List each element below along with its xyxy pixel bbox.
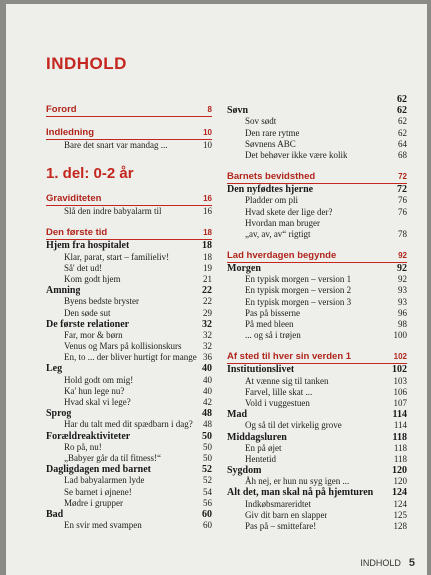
toc-entry-title: En, to ... der bliver hurtigt for mange xyxy=(64,352,197,363)
toc-page-number: 36 xyxy=(203,352,212,363)
toc-entry xyxy=(46,252,212,263)
toc-entry-title: Barnets bevidsthed xyxy=(227,171,316,183)
toc-page-number: 78 xyxy=(398,228,407,239)
toc-entry-title: Indkøbsmareridtet xyxy=(245,498,311,509)
toc-section xyxy=(46,127,212,140)
toc-page-number: 106 xyxy=(393,386,407,397)
toc-entry xyxy=(227,229,407,240)
toc-entry xyxy=(46,330,212,341)
toc-page-number: 32 xyxy=(202,318,212,330)
toc-entry-title: En svir med svampen xyxy=(64,520,142,531)
toc-entry xyxy=(227,285,407,296)
toc-page-number: 120 xyxy=(392,465,407,477)
toc-page-number: 40 xyxy=(203,385,212,396)
toc-chapter xyxy=(46,509,212,520)
toc-page-number: 124 xyxy=(393,498,407,509)
toc-part-heading xyxy=(46,165,212,183)
toc-page-number: 118 xyxy=(393,442,407,453)
toc-entry xyxy=(227,420,407,431)
toc-entry-title: Slå den indre babyalarm til xyxy=(64,206,162,217)
toc-entry-title: Se barnet i øjnene! xyxy=(64,486,132,497)
toc-page-number: 29 xyxy=(203,307,212,318)
toc-page-number: 114 xyxy=(393,420,407,431)
toc-page-number: 103 xyxy=(393,375,407,386)
toc-page-number: 18 xyxy=(203,228,212,238)
toc-entry xyxy=(227,319,407,330)
toc-entry-title: Hentetid xyxy=(245,453,276,464)
toc-page-number: 102 xyxy=(393,352,407,362)
toc-section xyxy=(46,104,212,117)
toc-page-number: 10 xyxy=(203,128,212,137)
toc-page-number: 93 xyxy=(398,296,407,307)
toc-page-number: 22 xyxy=(202,285,212,297)
toc-chapter xyxy=(227,409,407,420)
toc-entry-title: En typisk morgen – version 3 xyxy=(245,296,352,307)
toc-entry-title: Hold godt om mig! xyxy=(64,374,134,385)
toc-entry xyxy=(227,195,407,206)
toc-page-number: 21 xyxy=(203,273,212,284)
toc-entry-title: Mødre i grupper xyxy=(64,497,123,508)
toc-page-number: 19 xyxy=(203,262,212,273)
toc-page-number: 40 xyxy=(203,374,212,385)
toc-entry-title: At vænne sig til tanken xyxy=(245,375,329,386)
toc-entry-title: En på øjet xyxy=(245,442,282,453)
toc-entry-title: Så' det ud! xyxy=(64,262,103,273)
toc-page-number: 62 xyxy=(397,105,407,117)
toc-chapter xyxy=(227,184,407,195)
toc-page-number: 52 xyxy=(203,475,212,486)
toc-entry-title: Sov sødt xyxy=(245,116,277,127)
toc-page-number: 76 xyxy=(398,195,407,206)
toc-entry xyxy=(227,207,407,218)
toc-entry-title: Hvad skete der lige der? xyxy=(245,206,333,217)
toc-page-number: 54 xyxy=(203,486,212,497)
toc-page-number: 62 xyxy=(398,116,407,127)
toc-entry xyxy=(46,375,212,386)
toc-chapter xyxy=(227,94,407,105)
toc-column-right xyxy=(227,94,407,532)
toc-page-number: 107 xyxy=(393,397,407,408)
toc-chapter xyxy=(227,465,407,476)
toc-page-number: 16 xyxy=(203,194,212,204)
toc-page-number: 18 xyxy=(203,251,212,262)
toc-entry-title: Klar, parat, start – familieliv! xyxy=(64,251,170,262)
toc-entry-title: Hvordan man bruger xyxy=(245,217,320,228)
toc-entry xyxy=(46,475,212,486)
toc-page-number: 32 xyxy=(203,329,212,340)
toc-entry xyxy=(227,510,407,521)
toc-entry xyxy=(227,443,407,454)
toc-entry-title: Hvad skal vi lege? xyxy=(64,397,131,407)
toc-entry xyxy=(227,499,407,510)
toc-entry xyxy=(227,128,407,139)
toc-section xyxy=(46,227,212,240)
toc-page-number: 42 xyxy=(203,397,212,407)
toc-page-number: 118 xyxy=(392,431,407,443)
toc-chapter xyxy=(46,408,212,419)
book-page xyxy=(6,4,427,575)
toc-entry-title: Lad hverdagen begynde xyxy=(227,250,337,262)
toc-entry-title: Leg xyxy=(46,363,63,375)
toc-entry-title: Pladder om pli xyxy=(245,195,298,206)
toc-entry xyxy=(46,520,212,531)
toc-entry xyxy=(227,454,407,465)
toc-entry-title: Kom godt hjem xyxy=(64,273,121,284)
toc-entry-title: Den første tid xyxy=(46,227,108,239)
toc-page-number: 128 xyxy=(393,521,407,531)
toc-entry xyxy=(46,419,212,430)
toc-entry-title: Institutionslivet xyxy=(227,364,295,376)
toc-page-number: 16 xyxy=(203,206,212,217)
toc-entry xyxy=(46,352,212,363)
toc-page-number: 98 xyxy=(398,319,407,329)
toc-entry-title: Venus og Mars på kollisionskurs xyxy=(64,341,182,352)
toc-entry-title: Forældreaktiviteter xyxy=(46,430,131,442)
toc-entry-title: Far, mor & børn xyxy=(64,329,123,340)
toc-page-number: 56 xyxy=(203,497,212,508)
toc-entry-title: Hjem fra hospitalet xyxy=(46,240,130,252)
toc-entry xyxy=(227,308,407,319)
toc-entry xyxy=(46,140,212,151)
toc-entry-title: Bare det snart var mandag ... xyxy=(64,140,168,150)
toc-page-number: 50 xyxy=(203,441,212,452)
toc-page-number: 72 xyxy=(397,184,407,196)
toc-page-number: 125 xyxy=(393,509,407,520)
toc-entry-title: Ro på, nu! xyxy=(64,441,102,452)
toc-entry xyxy=(46,263,212,274)
toc-entry xyxy=(227,398,407,409)
toc-page-number: 96 xyxy=(398,307,407,318)
toc-chapter xyxy=(46,319,212,330)
toc-chapter xyxy=(46,464,212,475)
toc-entry-title: Vold i vuggestuen xyxy=(245,397,310,408)
toc-page-number: 50 xyxy=(203,452,212,463)
toc-page-number: 62 xyxy=(398,127,407,138)
toc-page-number: 76 xyxy=(398,206,407,217)
toc-entry xyxy=(227,150,407,161)
toc-entry-title: „av, av, av“ rigtigt xyxy=(245,228,311,239)
toc-entry xyxy=(227,521,407,532)
toc-entry-title: En typisk morgen – version 2 xyxy=(245,285,352,296)
toc-page-number: 52 xyxy=(202,464,212,476)
toc-entry xyxy=(227,116,407,127)
toc-entry xyxy=(227,218,407,229)
toc-entry-title: Den rare rytme xyxy=(245,127,300,138)
toc-entry-title: Byens bedste bryster xyxy=(64,296,139,307)
toc-column-left xyxy=(46,94,212,531)
toc-section xyxy=(46,193,212,206)
toc-entry-title: Sprog xyxy=(46,408,72,420)
toc-chapter xyxy=(227,105,407,116)
toc-entry-title: 1. del: 0-2 år xyxy=(46,165,134,183)
toc-entry-title: Søvnens ABC xyxy=(245,138,296,149)
toc-page-number: 124 xyxy=(392,487,407,499)
toc-entry xyxy=(227,297,407,308)
toc-page-number: 114 xyxy=(392,409,407,421)
toc-page-number: 120 xyxy=(393,476,407,487)
toc-entry-title: Forord xyxy=(46,104,77,115)
toc-entry-title: „Babyer går da til fitness!“ xyxy=(64,452,161,463)
toc-page-number: 48 xyxy=(203,419,212,430)
toc-entry xyxy=(227,376,407,387)
toc-entry xyxy=(227,330,407,341)
toc-page-number: 92 xyxy=(397,263,407,275)
toc-entry-title: På med bleen xyxy=(245,319,294,329)
toc-page-number: 92 xyxy=(398,251,407,261)
toc-chapter xyxy=(46,285,212,296)
toc-entry-title: Indledning xyxy=(46,127,95,138)
toc-entry-title: Ka' hun lege nu? xyxy=(64,385,125,396)
footer-label: INDHOLD xyxy=(360,558,401,568)
toc-page-number: 8 xyxy=(207,105,212,114)
toc-section xyxy=(227,351,407,364)
toc-entry-title: Mad xyxy=(227,409,247,421)
toc-entry-title: Den nyfødtes hjerne xyxy=(227,184,314,196)
toc-chapter xyxy=(46,240,212,251)
toc-section xyxy=(227,250,407,263)
toc-entry xyxy=(227,274,407,285)
toc-page-number: 40 xyxy=(202,363,212,375)
toc-entry-title: Morgen xyxy=(227,263,261,275)
toc-entry-title: Den søde sut xyxy=(64,307,111,318)
toc-entry-title: Af sted til hver sin verden 1 xyxy=(227,351,352,363)
toc-page-number: 68 xyxy=(398,149,407,160)
toc-chapter xyxy=(227,487,407,498)
toc-page-number: 50 xyxy=(202,430,212,442)
toc-entry-title: Sygdom xyxy=(227,465,262,477)
toc-page-number: 64 xyxy=(398,138,407,149)
toc-entry xyxy=(46,386,212,397)
toc-entry xyxy=(46,397,212,408)
toc-page-number: 22 xyxy=(203,296,212,307)
page-title: INDHOLD xyxy=(46,54,127,73)
toc-page-number: 32 xyxy=(203,341,212,352)
toc-chapter xyxy=(227,263,407,274)
toc-page-number: 118 xyxy=(393,453,407,464)
page-footer xyxy=(360,557,415,569)
toc-entry-title: Dagligdagen med barnet xyxy=(46,464,151,476)
toc-chapter xyxy=(46,363,212,374)
toc-entry-title: Og så til det virkelig grove xyxy=(245,420,342,431)
toc-entry xyxy=(46,296,212,307)
toc-entry-title: Åh nej, er hun nu syg igen ... xyxy=(245,476,350,487)
toc-entry xyxy=(227,139,407,150)
toc-entry-title: De første relationer xyxy=(46,318,130,330)
toc-entry-title: Bad xyxy=(46,508,64,520)
toc-entry xyxy=(46,453,212,464)
toc-section xyxy=(227,171,407,184)
toc-chapter xyxy=(227,364,407,375)
toc-page-number: 100 xyxy=(393,330,407,341)
toc-page-number: 72 xyxy=(398,172,407,182)
toc-page-number: 18 xyxy=(202,240,212,252)
toc-page-number: 48 xyxy=(202,408,212,420)
toc-entry-title: Amning xyxy=(46,285,81,297)
toc-page-number: 102 xyxy=(392,364,407,376)
toc-entry-title: En typisk morgen – version 1 xyxy=(245,274,352,285)
toc-entry xyxy=(227,476,407,487)
toc-entry-title: Farvel, lille skat ... xyxy=(245,386,313,397)
toc-entry xyxy=(46,341,212,352)
toc-page-number: 93 xyxy=(398,285,407,296)
toc-chapter xyxy=(227,432,407,443)
toc-entry-title: Pas på – smittefare! xyxy=(245,521,317,531)
toc-entry xyxy=(46,498,212,509)
toc-entry xyxy=(46,206,212,217)
toc-chapter xyxy=(46,431,212,442)
toc-page-number: 62 xyxy=(397,94,407,105)
toc-entry-title: Det behøver ikke være kolik xyxy=(245,149,348,160)
page-number: 5 xyxy=(408,557,415,569)
toc-entry-title: Lad babyalarmen lyde xyxy=(64,475,145,486)
toc-entry-title: Giv dit barn en slapper xyxy=(245,509,328,520)
toc-entry-title: ... og så i trøjen xyxy=(245,330,301,341)
toc-entry xyxy=(46,487,212,498)
toc-page-number: 10 xyxy=(203,140,212,150)
toc-page-number: 60 xyxy=(202,508,212,520)
toc-page-number: 92 xyxy=(398,274,407,285)
toc-entry xyxy=(227,387,407,398)
toc-entry-title: Har du talt med dit spædbarn i dag? xyxy=(64,419,193,430)
toc-entry xyxy=(46,308,212,319)
toc-page-number: 60 xyxy=(203,520,212,531)
toc-entry xyxy=(46,274,212,285)
toc-entry-title: Alt det, man skal nå på hjemturen xyxy=(227,487,374,499)
toc-entry-title: Søvn xyxy=(227,105,249,117)
toc-entry xyxy=(46,442,212,453)
toc-entry-title: Middagsluren xyxy=(227,431,287,443)
toc-entry-title: Graviditeten xyxy=(46,193,102,205)
toc-entry-title: Pas på bisserne xyxy=(245,307,300,318)
